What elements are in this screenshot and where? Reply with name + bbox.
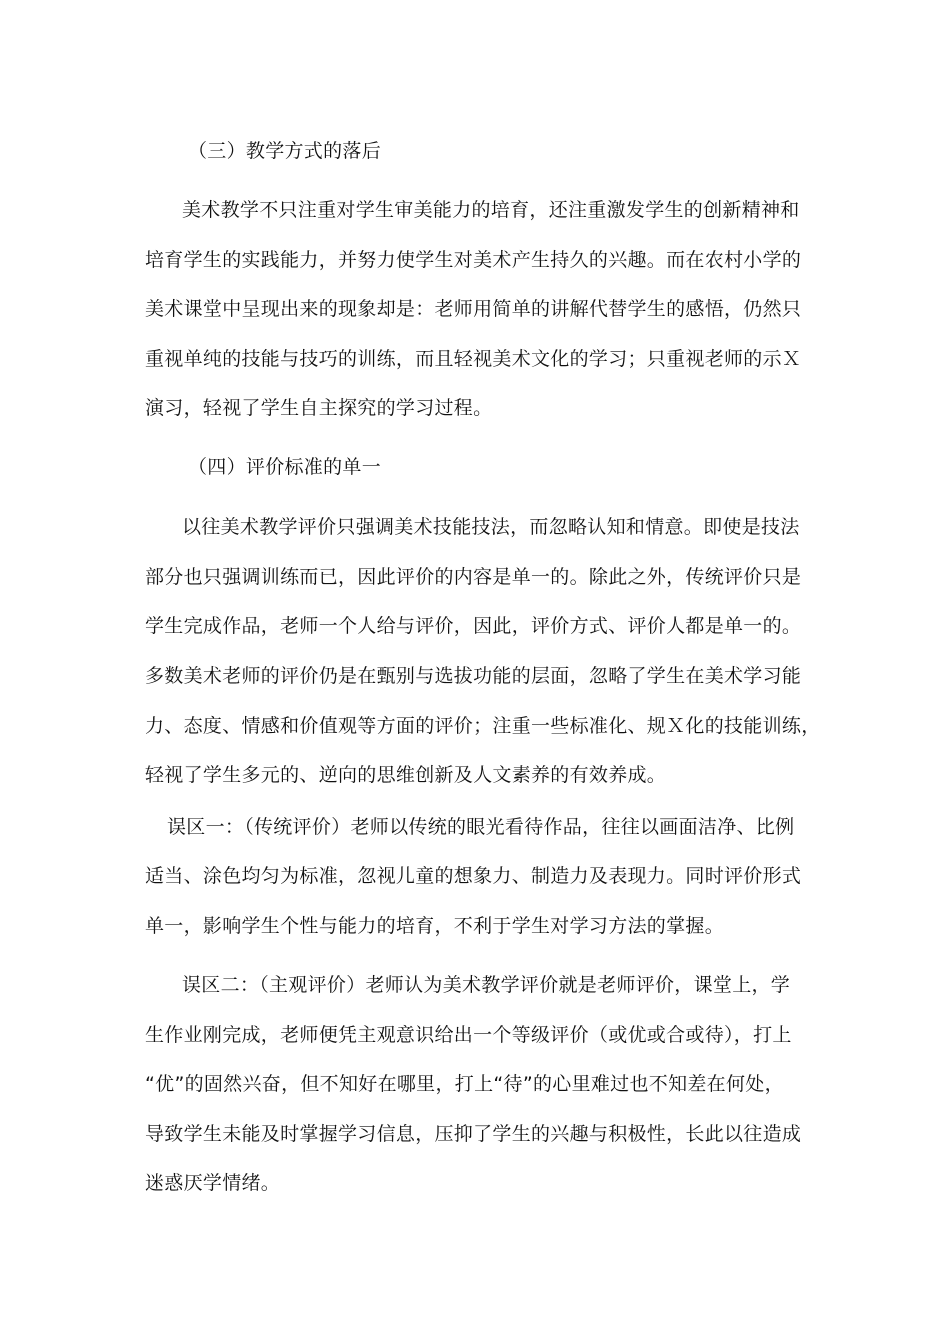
section4-heading: （四）评价标准的单一 — [188, 456, 382, 478]
myth1-line-3: 单一，影响学生个性与能力的培育，不利于学生对学习方法的掌握。 — [145, 915, 725, 937]
myth2-line-5: 迷惑厌学情绪。 — [145, 1172, 281, 1194]
section4-line-6: 轻视了学生多元的、逆向的思维创新及人文素养的有效养成。 — [145, 764, 667, 786]
section3-heading: （三）教学方式的落后 — [188, 140, 382, 162]
section3-line-3: 美术课堂中呈现出来的现象却是：老师用简单的讲解代替学生的感悟，仍然只 — [145, 298, 802, 320]
section4-line-3: 学生完成作品，老师一个人给与评价，因此，评价方式、评价人都是单一的。 — [145, 615, 802, 637]
section4-line-5: 力、态度、情感和价值观等方面的评价；注重一些标准化、规Ｘ化的技能训练， — [145, 715, 821, 737]
section4-line-2: 部分也只强调训练而已，因此评价的内容是单一的。除此之外，传统评价只是 — [145, 566, 802, 588]
myth2-line-3: “优”的固然兴奋，但不知好在哪里，打上“待”的心里难过也不知差在何处， — [145, 1073, 784, 1095]
myth1-line-2: 适当、涂色均匀为标准，忽视儿童的想象力、制造力及表现力。同时评价形式 — [145, 865, 802, 887]
section3-line-1: 美术教学不只注重对学生审美能力的培育，还注重激发学生的创新精神和 — [182, 199, 800, 221]
section3-line-2: 培育学生的实践能力，并努力使学生对美术产生持久的兴趣。而在农村小学的 — [145, 249, 802, 271]
section4-line-1: 以往美术教学评价只强调美术技能技法，而忽略认知和情意。即使是技法 — [182, 516, 800, 538]
section3-line-4: 重视单纯的技能与技巧的训练，而且轻视美术文化的学习；只重视老师的示Ｘ — [145, 348, 802, 370]
myth1-line-1: 误区一：（传统评价）老师以传统的眼光看待作品，往往以画面洁净、比例 — [167, 816, 795, 838]
myth2-line-2: 生作业刚完成，老师便凭主观意识给出一个等级评价（或优或合或待），打上 — [145, 1024, 792, 1046]
section3-line-5: 演习，轻视了学生自主探究的学习过程。 — [145, 397, 493, 419]
section4-line-4: 多数美术老师的评价仍是在甄别与选拔功能的层面，忽略了学生在美术学习能 — [145, 665, 802, 687]
myth2-line-4: 导致学生未能及时掌握学习信息，压抑了学生的兴趣与积极性，长此以往造成 — [145, 1123, 802, 1145]
myth2-line-1: 误区二：（主观评价）老师认为美术教学评价就是老师评价，课堂上，学 — [182, 974, 791, 996]
